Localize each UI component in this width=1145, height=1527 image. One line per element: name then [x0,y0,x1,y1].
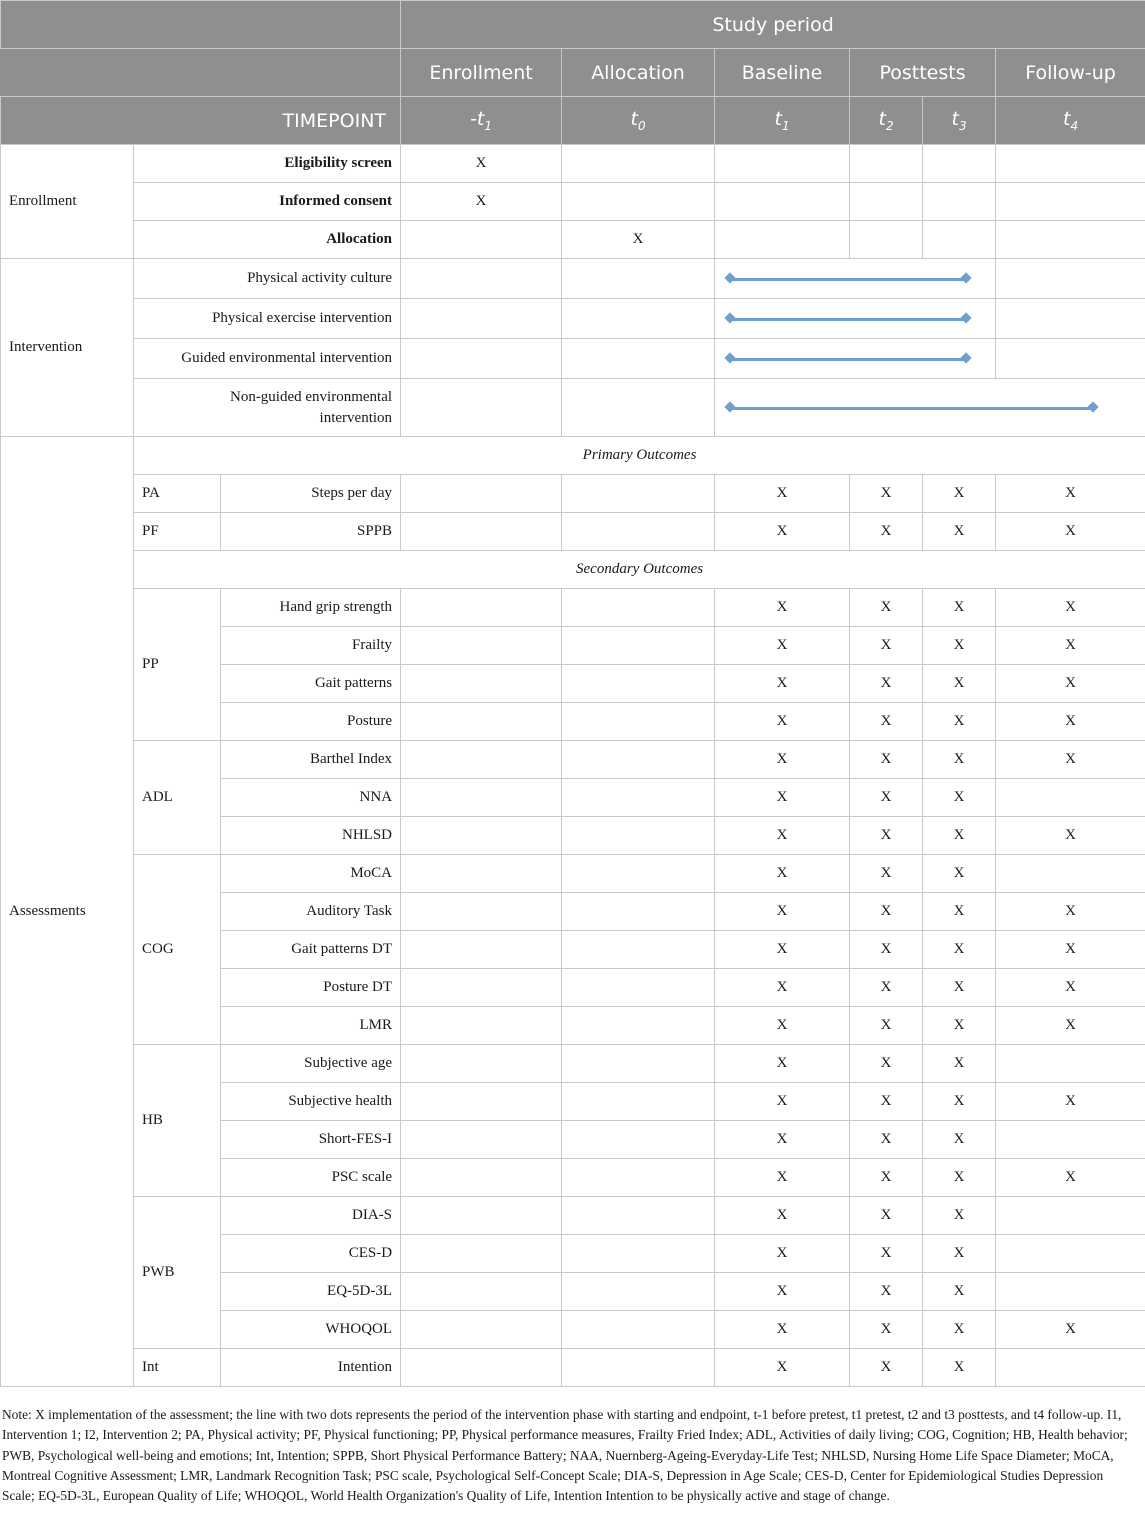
mark: X [923,475,996,513]
secondary-outcomes-heading: Secondary Outcomes [134,551,1145,589]
mark: X [850,817,923,855]
mark: X [850,703,923,741]
mark: X [923,1235,996,1273]
table-row [1,741,1145,779]
mark: X [923,893,996,931]
mark: X [923,1083,996,1121]
mark: X [996,589,1145,627]
mark: X [923,779,996,817]
timepoint-t4: $t_4$ [996,97,1145,145]
steps-per-day-label: Steps per day [221,475,401,513]
intervention-period-line [730,407,1093,410]
nna-label: NNA [221,779,401,817]
table-row [1,299,1145,339]
mark: X [850,1197,923,1235]
auditory-task-label: Auditory Task [221,893,401,931]
table-row [1,221,1145,259]
mark: X [923,817,996,855]
short-fes-i-label: Short-FES-I [221,1121,401,1159]
dia-s-label: DIA-S [221,1197,401,1235]
mark: X [923,513,996,551]
phase-allocation: Allocation [562,49,715,97]
section-assessments: Assessments [1,437,134,1387]
whoqol-label: WHOQOL [221,1311,401,1349]
mark: X [923,589,996,627]
group-adl: ADL [134,741,221,855]
mark: X [923,1197,996,1235]
mark: X [715,665,850,703]
mark: X [850,589,923,627]
timepoint-t-minus-1: $-t_1$ [401,97,562,145]
posture-label: Posture [221,703,401,741]
mark: X [996,1083,1145,1121]
mark: X [715,1083,850,1121]
group-cog: COG [134,855,221,1045]
mark: X [715,703,850,741]
header-row-study-period [1,1,1145,49]
mark: X [562,221,715,259]
mark: X [996,475,1145,513]
guided-environmental-intervention-label: Guided environmental intervention [134,339,401,379]
timepoint-t1: $t_1$ [715,97,850,145]
mark: X [715,1311,850,1349]
mark: X [850,779,923,817]
mark: X [715,817,850,855]
mark: X [850,665,923,703]
mark: X [996,513,1145,551]
mark: X [996,1311,1145,1349]
eq-5d-3l-label: EQ-5D-3L [221,1273,401,1311]
sppb-label: SPPB [221,513,401,551]
mark: X [850,855,923,893]
table-row [1,475,1145,513]
mark: X [715,475,850,513]
group-pwb: PWB [134,1197,221,1349]
mark: X [923,1007,996,1045]
group-pa: PA [134,475,221,513]
eligibility-screen-label: Eligibility screen [134,145,401,183]
phase-posttests: Posttests [850,49,996,97]
mark: X [923,1273,996,1311]
mark: X [715,1121,850,1159]
intervention-period-line [730,318,966,321]
gait-patterns-label: Gait patterns [221,665,401,703]
mark: X [715,513,850,551]
informed-consent-label: Informed consent [134,183,401,221]
lmr-label: LMR [221,1007,401,1045]
timepoint-t0: $t_0$ [562,97,715,145]
mark: X [850,969,923,1007]
mark: X [996,817,1145,855]
table-row [1,145,1145,183]
table-footnote: Note: X implementation of the assessment; the line with two dots represents the period of the intervention phase with starting and endpoint, t-1 before pretest, t1 pretest, t2 and t3 posttests, and t4 follow-up. I1, Intervention 1; I2, Intervention 2; PA, Physical activity; PF, Physical functioning; PP, Physical performance measures, Frailty Fried Index; ADL, Activities of daily living; COG, Cognition; HB, Health behavior; PWB, Psychological well-being and emotions; Int, Intention; SPPB, Short Physical Performance Battery; NAA, Nuernberg-Ageing-Everyday-Life Test; NHLSD, Nursing Home Life Space Diameter; MoCA, Montreal Cognitive Assessment; LMR, Landmark Recognition Task; PSC scale, Psychological Self-Concept Scale; DIA-S, Depression in Age Scale; CES-D, Center for Epidemiological Studies Depression Scale; EQ-5D-3L, European Quality of Life; WHOQOL, World Health Organization's Quality of Life, Intention Intention to be physically active and stage of change. [2,1407,1128,1504]
mark: X [715,855,850,893]
table-row [1,437,1145,475]
mark: X [996,1007,1145,1045]
non-guided-environmental-intervention-label: Non-guided environmental intervention [134,379,401,437]
phase-enrollment: Enrollment [401,49,562,97]
mark: X [715,1273,850,1311]
mark: X [850,1121,923,1159]
mark: X [923,1349,996,1387]
mark: X [715,779,850,817]
mark: X [923,1159,996,1197]
mark: X [715,1349,850,1387]
mark: X [996,741,1145,779]
group-hb: HB [134,1045,221,1197]
mark: X [850,1045,923,1083]
group-pp: PP [134,589,221,741]
table-row [1,1045,1145,1083]
intervention-period-cell [715,259,996,299]
timepoint-t2: $t_2$ [850,97,923,145]
hand-grip-strength-label: Hand grip strength [221,589,401,627]
mark: X [850,741,923,779]
mark: X [715,741,850,779]
intention-label: Intention [221,1349,401,1387]
table-row [1,589,1145,627]
mark: X [850,627,923,665]
table-row [1,1197,1145,1235]
allocation-label: Allocation [134,221,401,259]
physical-exercise-intervention-label: Physical exercise intervention [134,299,401,339]
mark: X [715,1045,850,1083]
mark: X [996,665,1145,703]
intervention-period-cell [715,339,996,379]
table-row [1,259,1145,299]
table-row [1,379,1145,437]
group-int: Int [134,1349,221,1387]
barthel-index-label: Barthel Index [221,741,401,779]
intervention-period-cell [715,299,996,339]
phase-baseline: Baseline [715,49,850,97]
header-row-phases [1,49,1145,97]
mark: X [401,183,562,221]
table-row [1,551,1145,589]
mark: X [923,627,996,665]
table-row [1,183,1145,221]
mark: X [850,475,923,513]
mark: X [996,627,1145,665]
mark: X [850,1159,923,1197]
table-row [1,513,1145,551]
moca-label: MoCA [221,855,401,893]
mark: X [850,893,923,931]
mark: X [996,969,1145,1007]
mark: X [850,1083,923,1121]
mark: X [715,969,850,1007]
intervention-period-line [730,278,966,281]
mark: X [715,893,850,931]
mark: X [996,931,1145,969]
mark: X [996,703,1145,741]
nhlsd-label: NHLSD [221,817,401,855]
timepoint-label: TIMEPOINT [1,97,401,145]
mark: X [923,1311,996,1349]
study-period-header: Study period [401,1,1145,49]
header-row-timepoints [1,97,1145,145]
timepoint-t3: $t_3$ [923,97,996,145]
phase-follow-up: Follow-up [996,49,1145,97]
ces-d-label: CES-D [221,1235,401,1273]
mark: X [715,1159,850,1197]
mark: X [923,665,996,703]
section-enrollment: Enrollment [1,145,134,259]
mark: X [923,855,996,893]
subjective-age-label: Subjective age [221,1045,401,1083]
group-pf: PF [134,513,221,551]
table-row [1,855,1145,893]
mark: X [715,931,850,969]
mark: X [715,1007,850,1045]
mark: X [996,1159,1145,1197]
table-row [1,1349,1145,1387]
mark: X [715,589,850,627]
mark: X [923,741,996,779]
mark: X [996,893,1145,931]
mark: X [923,703,996,741]
mark: X [715,1197,850,1235]
section-intervention: Intervention [1,259,134,437]
physical-activity-culture-label: Physical activity culture [134,259,401,299]
mark: X [850,513,923,551]
intervention-period-line [730,358,966,361]
mark: X [850,1311,923,1349]
mark: X [923,1121,996,1159]
mark: X [850,1349,923,1387]
mark: X [850,931,923,969]
mark: X [715,627,850,665]
mark: X [850,1235,923,1273]
mark: X [923,1045,996,1083]
mark: X [850,1007,923,1045]
header-blank [1,1,401,49]
intervention-period-cell [715,379,1145,437]
mark: X [923,931,996,969]
subjective-health-label: Subjective health [221,1083,401,1121]
psc-scale-label: PSC scale [221,1159,401,1197]
gait-patterns-dt-label: Gait patterns DT [221,931,401,969]
mark: X [715,1235,850,1273]
primary-outcomes-heading: Primary Outcomes [134,437,1145,475]
table-row [1,339,1145,379]
mark: X [923,969,996,1007]
mark: X [850,1273,923,1311]
mark: X [401,145,562,183]
frailty-label: Frailty [221,627,401,665]
header-blank [1,49,401,97]
posture-dt-label: Posture DT [221,969,401,1007]
